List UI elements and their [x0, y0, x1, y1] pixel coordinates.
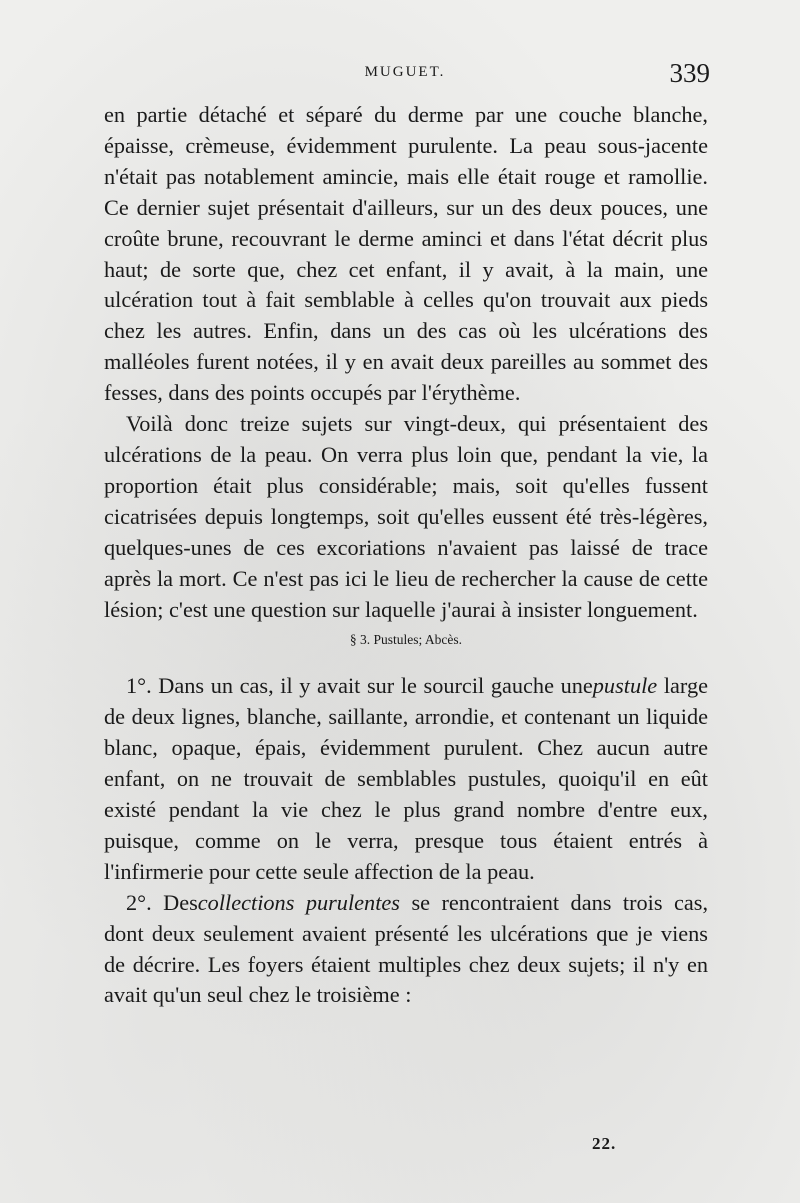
paragraph-collections — [104, 888, 708, 1012]
paragraph-pustules — [104, 671, 708, 887]
running-title: MUGUET. — [364, 64, 446, 80]
section-heading: § 3. Pustules; Abcès. — [349, 632, 463, 648]
body-text — [104, 100, 708, 1011]
italic-term: pustule — [592, 673, 658, 699]
paragraph: Voilà donc treize sujets sur vingt-deux, qui présentaient des ulcérations de la peau. On verra plus loin que, pendant la vie, la proportion était plus considérable; mais, soit qu'elles fussent cicatrisées depuis longtemps, soit qu'elles eussent été très-légères, quelques-unes de ces excoriations n'avaient pas laissé de trace après la mort. Ce n'est pas ici le lieu de rechercher la cause de cette lésion; c'est une question sur laquelle j'aurai à insister longuement. — [104, 411, 708, 622]
italic-term: collections purulentes — [197, 889, 400, 915]
running-head — [100, 58, 710, 92]
paragraph-rest: large de deux lignes, blanche, saillante, arrondie, et contenant un liquide blanc, opaque, épais, évidemment purulent. Chez aucun autre enfant, on ne trouvait de semblables pustules, quoiqu'il en eût existé pendant la vie chez le plus grand nombre d'entre eux, puisque, comme on le verra, presque tous étaient entrés à l'infirmerie pour cette seule affection de la peau. — [104, 673, 708, 884]
paragraph-lead: 1°. Dans un cas, il y avait sur le sourcil gauche une — [126, 673, 593, 699]
signature-mark: 22. — [592, 1134, 617, 1153]
paragraph-lead: 2°. Des — [126, 889, 198, 915]
page-number: 339 — [669, 58, 710, 88]
paragraph-rest: se rencontraient dans trois cas, dont deux seulement avaient présenté les ulcérations que je viens de décrire. Les foyers étaient multiples chez deux sujets; il n'y en avait qu'un seul chez le troisième : — [104, 889, 709, 1008]
paragraph-continued: en partie détaché et séparé du derme par une couche blanche, épaisse, crèmeuse, évidemment purulente. La peau sous-jacente n'était pas notablement amincie, mais elle était rouge et ramollie. Ce dernier sujet présentait d'ailleurs, sur un des deux pouces, une croûte brune, recouvrant le derme aminci et dans l'état décrit plus haut; de sorte que, chez cet enfant, il y avait, à la main, une ulcération tout à fait semblable à celles qu'on trouvait aux pieds chez les autres. Enfin, dans un des cas où les ulcérations des malléoles furent notées, il y en avait deux pareilles au sommet des fesses, dans des points occupés par l'érythème. — [104, 102, 708, 406]
